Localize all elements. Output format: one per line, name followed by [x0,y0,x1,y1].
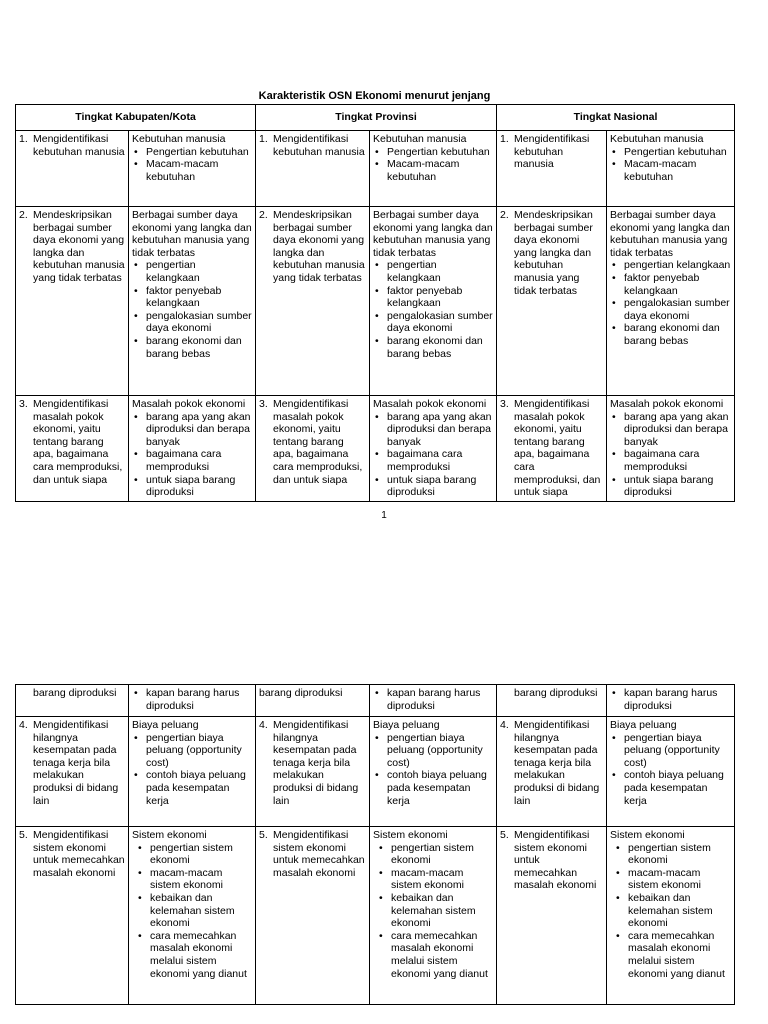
topic-cell: Sistem ekonomi • pengertian sistem ekonomi • macam-macam sistem ekonomi • kebaikan dan kelemahan sistem ekonomi • cara memecahkan masalah ekonomi melalui sistem ekonomi yang dianut [370,827,497,1005]
topic-cell: Sistem ekonomi • pengertian sistem ekonomi • macam-macam sistem ekonomi • kebaikan dan kelemahan sistem ekonomi • cara memecahkan masalah ekonomi melalui sistem ekonomi yang dianut [129,827,256,1005]
topic-cell: Masalah pokok ekonomi • barang apa yang akan diproduksi dan berapa banyak • bagaimana cara memproduksi • untuk siapa barang diproduksi [129,396,256,502]
indicator-cell: 5. Mengidentifikasi sistem ekonomi untuk memecahkan masalah ekonomi [497,827,607,1005]
topic-cell: • kapan barang harus diproduksi [370,685,497,717]
topic-cell: Kebutuhan manusia • Pengertian kebutuhan • Macam-macam kebutuhan [370,131,497,207]
indicator-cell: 2. Mendeskripsikan berbagai sumber daya ekonomi yang langka dan kebutuhan manusia yang tidak terbatas [16,207,129,396]
indicator-cell: barang diproduksi [16,685,129,717]
column-header-kabupaten: Tingkat Kabupaten/Kota [16,105,256,131]
topic-cell: Berbagai sumber daya ekonomi yang langka dan kebutuhan manusia yang tidak terbatas • pengertian kelangkaan • faktor penyebab kelangkaan • pengalokasian sumber daya ekonomi • barang ekonomi dan barang bebas [607,207,735,396]
indicator-cell: 1. Mengidentifikasi kebutuhan manusia [16,131,129,207]
indicator-cell: 1. Mengidentifikasi kebutuhan manusia [497,131,607,207]
indicator-cell: 3. Mengidentifikasi masalah pokok ekonomi, yaitu tentang barang apa, bagaimana cara memproduksi, dan untuk siapa [497,396,607,502]
indicator-cell: 2. Mendeskripsikan berbagai sumber daya ekonomi yang langka dan kebutuhan manusia yang tidak terbatas [256,207,370,396]
indicator-cell: 5. Mengidentifikasi sistem ekonomi untuk memecahkan masalah ekonomi [16,827,129,1005]
table-header-row [16,105,735,131]
topic-cell: • kapan barang harus diproduksi [607,685,735,717]
column-header-nasional: Tingkat Nasional [497,105,735,131]
topic-cell: Sistem ekonomi • pengertian sistem ekonomi • macam-macam sistem ekonomi • kebaikan dan kelemahan sistem ekonomi • cara memecahkan masalah ekonomi melalui sistem ekonomi yang dianut [607,827,735,1005]
indicator-cell: barang diproduksi [497,685,607,717]
indicator-cell: 2. Mendeskripsikan berbagai sumber daya ekonomi yang langka dan kebutuhan manusia yang tidak terbatas [497,207,607,396]
indicator-cell: 3. Mengidentifikasi masalah pokok ekonomi, yaitu tentang barang apa, bagaimana cara memproduksi, dan untuk siapa [256,396,370,502]
characteristics-table-page-2 [15,684,735,1005]
table-row [16,685,735,717]
indicator-cell: 3. Mengidentifikasi masalah pokok ekonomi, yaitu tentang barang apa, bagaimana cara memproduksi, dan untuk siapa [16,396,129,502]
indicator-cell: 4. Mengidentifikasi hilangnya kesempatan pada tenaga kerja bila melakukan produksi di bidang lain [256,717,370,827]
topic-cell: • kapan barang harus diproduksi [129,685,256,717]
topic-cell: Kebutuhan manusia • Pengertian kebutuhan • Macam-macam kebutuhan [607,131,735,207]
indicator-cell: barang diproduksi [256,685,370,717]
topic-cell: Berbagai sumber daya ekonomi yang langka dan kebutuhan manusia yang tidak terbatas • pengertian kelangkaan • faktor penyebab kelangkaan • pengalokasian sumber daya ekonomi • barang ekonomi dan barang bebas [370,207,497,396]
document-title: Karakteristik OSN Ekonomi menurut jenjang [258,90,491,102]
topic-cell: Kebutuhan manusia • Pengertian kebutuhan • Macam-macam kebutuhan [129,131,256,207]
characteristics-table-page-1 [15,104,735,502]
topic-cell: Masalah pokok ekonomi • barang apa yang akan diproduksi dan berapa banyak • bagaimana cara memproduksi • untuk siapa barang diproduksi [607,396,735,502]
page-number: 1 [381,510,387,521]
table-row [16,827,735,1005]
indicator-cell: 4. Mengidentifikasi hilangnya kesempatan pada tenaga kerja bila melakukan produksi di bidang lain [16,717,129,827]
indicator-cell: 1. Mengidentifikasi kebutuhan manusia [256,131,370,207]
table-row [16,396,735,502]
table-row [16,131,735,207]
column-header-provinsi: Tingkat Provinsi [256,105,497,131]
topic-cell: Biaya peluang • pengertian biaya peluang (opportunity cost) • contoh biaya peluang pada kesempatan kerja [370,717,497,827]
topic-cell: Masalah pokok ekonomi • barang apa yang akan diproduksi dan berapa banyak • bagaimana cara memproduksi • untuk siapa barang diproduksi [370,396,497,502]
indicator-cell: 4. Mengidentifikasi hilangnya kesempatan pada tenaga kerja bila melakukan produksi di bidang lain [497,717,607,827]
table-row [16,717,735,827]
page-gap [0,533,768,673]
topic-cell: Berbagai sumber daya ekonomi yang langka dan kebutuhan manusia yang tidak terbatas • pengertian kelangkaan • faktor penyebab kelangkaan • pengalokasian sumber daya ekonomi • barang ekonomi dan barang bebas [129,207,256,396]
topic-cell: Biaya peluang • pengertian biaya peluang (opportunity cost) • contoh biaya peluang pada kesempatan kerja [129,717,256,827]
table-row [16,207,735,396]
indicator-cell: 5. Mengidentifikasi sistem ekonomi untuk memecahkan masalah ekonomi [256,827,370,1005]
topic-cell: Biaya peluang • pengertian biaya peluang (opportunity cost) • contoh biaya peluang pada kesempatan kerja [607,717,735,827]
